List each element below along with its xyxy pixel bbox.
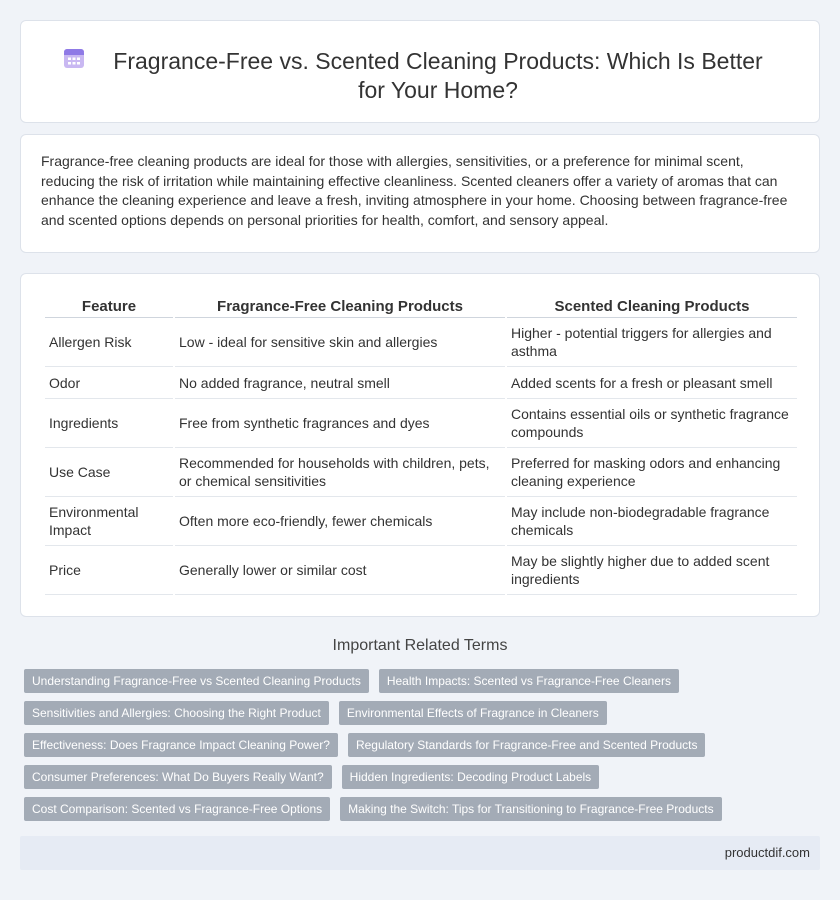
intro-card	[20, 134, 820, 253]
cell-scented: Higher - potential triggers for allergies and asthma	[507, 318, 797, 367]
related-term-tag[interactable]: Effectiveness: Does Fragrance Impact Cleaning Power?	[24, 733, 338, 757]
cell-fragrance-free: Free from synthetic fragrances and dyes	[175, 399, 505, 448]
cell-feature: Allergen Risk	[45, 318, 173, 367]
cell-scented: Preferred for masking odors and enhancing cleaning experience	[507, 448, 797, 497]
related-term-tag[interactable]: Regulatory Standards for Fragrance-Free and Scented Products	[348, 733, 706, 757]
title-wrap	[61, 47, 779, 105]
intro-paragraph: Fragrance-free cleaning products are ideal for those with allergies, sensitivities, or a preference for minimal scent, reducing the risk of irritation while maintaining effective cleanliness. Scented cleaners offer a variety of aromas that can enhance the cleaning experience and leave a fresh, inviting atmosphere in your home. Choosing between fragrance-free and scented options depends on personal priorities for health, comfort, and sensory appeal.	[41, 153, 788, 228]
tag-row	[24, 765, 599, 789]
cell-fragrance-free: Generally lower or similar cost	[175, 546, 505, 595]
related-term-tag[interactable]: Environmental Effects of Fragrance in Cleaners	[339, 701, 607, 725]
tag-row	[24, 797, 722, 821]
page-title: Fragrance-Free vs. Scented Cleaning Products: Which Is Better for Your Home?	[113, 48, 763, 103]
table-row	[45, 367, 797, 399]
tag-row	[24, 669, 679, 693]
table-row	[45, 399, 797, 448]
cell-scented: Contains essential oils or synthetic fragrance compounds	[507, 399, 797, 448]
cell-fragrance-free: Recommended for households with children, pets, or chemical sensitivities	[175, 448, 505, 497]
footer-site-link[interactable]: productdif.com	[724, 845, 810, 860]
cell-fragrance-free: Low - ideal for sensitive skin and allergies	[175, 318, 505, 367]
header-card	[20, 20, 820, 123]
cell-scented: May be slightly higher due to added scent ingredients	[507, 546, 797, 595]
related-term-tag[interactable]: Health Impacts: Scented vs Fragrance-Free Cleaners	[379, 669, 679, 693]
cell-feature: Environmental Impact	[45, 497, 173, 546]
cell-fragrance-free: Often more eco-friendly, fewer chemicals	[175, 497, 505, 546]
cell-fragrance-free: No added fragrance, neutral smell	[175, 367, 505, 399]
table-row	[45, 448, 797, 497]
comparison-table	[43, 296, 799, 595]
related-term-tag[interactable]: Making the Switch: Tips for Transitioning to Fragrance-Free Products	[340, 797, 722, 821]
related-term-tag[interactable]: Hidden Ingredients: Decoding Product Labels	[342, 765, 600, 789]
comparison-card	[20, 273, 820, 617]
tag-row	[24, 733, 705, 757]
header-fragrance-free: Fragrance-Free Cleaning Products	[175, 296, 505, 318]
related-term-tag[interactable]: Sensitivities and Allergies: Choosing the Right Product	[24, 701, 329, 725]
cell-scented: May include non-biodegradable fragrance chemicals	[507, 497, 797, 546]
header-feature: Feature	[45, 296, 173, 318]
table-row	[45, 318, 797, 367]
cell-scented: Added scents for a fresh or pleasant smell	[507, 367, 797, 399]
cell-feature: Use Case	[45, 448, 173, 497]
tag-row	[24, 701, 607, 725]
related-term-tag[interactable]: Cost Comparison: Scented vs Fragrance-Free Options	[24, 797, 330, 821]
cell-feature: Odor	[45, 367, 173, 399]
related-terms-title: Important Related Terms	[332, 637, 508, 654]
related-term-tag[interactable]: Consumer Preferences: What Do Buyers Really Want?	[24, 765, 332, 789]
table-row	[45, 497, 797, 546]
related-term-tag[interactable]: Understanding Fragrance-Free vs Scented Cleaning Products	[24, 669, 369, 693]
calendar-icon	[61, 45, 87, 71]
footer	[20, 836, 820, 870]
table-header-row	[45, 296, 797, 318]
header-scented: Scented Cleaning Products	[507, 296, 797, 318]
cell-feature: Price	[45, 546, 173, 595]
table-row	[45, 546, 797, 595]
cell-feature: Ingredients	[45, 399, 173, 448]
